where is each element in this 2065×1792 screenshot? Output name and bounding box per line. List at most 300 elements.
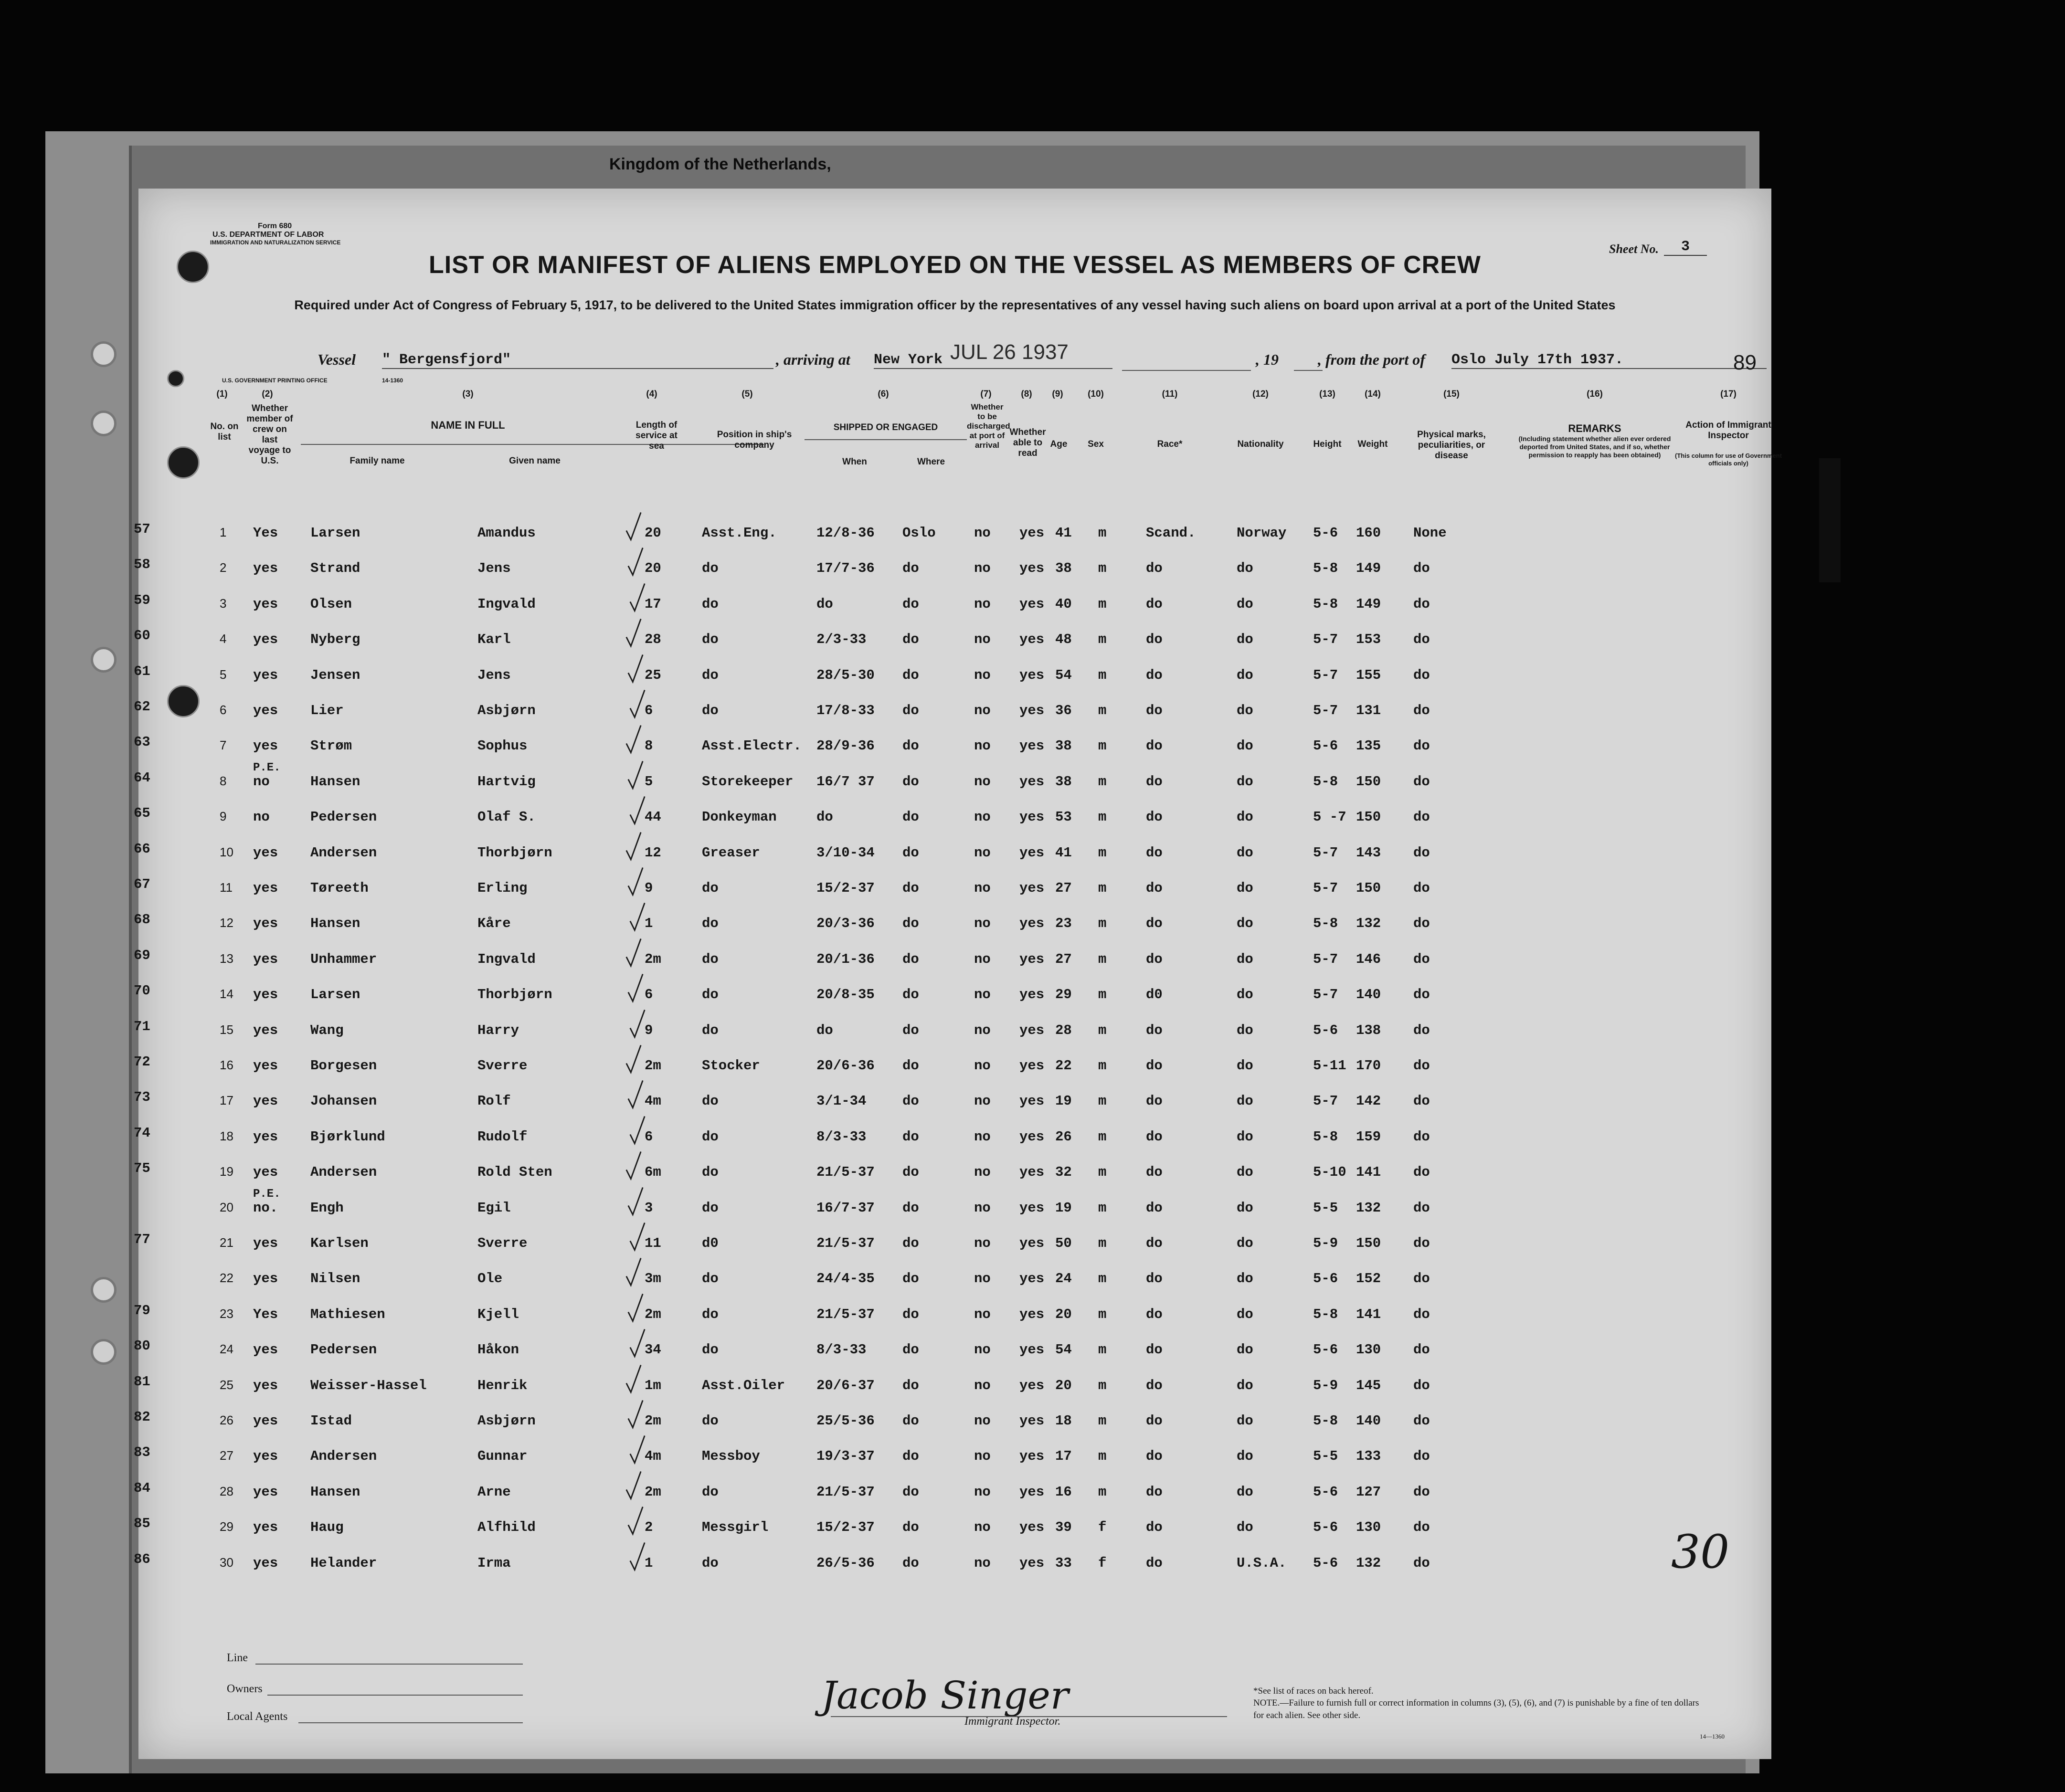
shipped-when: 28/9-36 <box>816 738 875 754</box>
height: 5-5 <box>1313 1200 1338 1216</box>
service-length: 1 <box>645 916 653 932</box>
shipped-when: 20/8-35 <box>816 987 875 1003</box>
col-num-15: (15) <box>1443 389 1460 399</box>
given-name: Arne <box>477 1484 511 1500</box>
shipped-where: do <box>902 1200 919 1216</box>
family-name: Mathiesen <box>310 1306 385 1322</box>
able-to-read: yes <box>1019 1484 1045 1500</box>
given-name: Rolf <box>477 1093 511 1109</box>
sheet-label: Sheet No. <box>1609 242 1659 256</box>
discharged: no <box>974 525 991 541</box>
nationality: do <box>1237 809 1253 825</box>
age: 48 <box>1055 632 1072 648</box>
binder-ring <box>91 1339 116 1365</box>
check-mark <box>626 759 645 792</box>
fine-note: NOTE.—Failure to furnish full or correct information in columns (3), (5), (6), and (7) is punishable by a fine of ten dollars for each alien. See other side. <box>1253 1698 1699 1720</box>
height: 5-7 <box>1313 667 1338 683</box>
sex: m <box>1098 1164 1107 1181</box>
col-header-given-name: Given name <box>509 456 561 466</box>
nationality: do <box>1237 632 1253 648</box>
line-field <box>255 1664 523 1665</box>
service-length: 1 <box>645 1555 653 1571</box>
nationality: do <box>1237 703 1253 718</box>
last-voyage-note: P.E. <box>253 761 281 774</box>
sex: m <box>1098 1235 1107 1251</box>
margin-number: 59 <box>134 592 150 608</box>
age: 40 <box>1055 596 1072 612</box>
check-mark <box>628 1220 646 1254</box>
physical-marks: do <box>1413 1413 1430 1429</box>
discharged: no <box>974 632 991 648</box>
check-mark <box>628 794 646 827</box>
col-num-17: (17) <box>1720 389 1737 399</box>
family-name: Borgesen <box>310 1058 377 1074</box>
col-num-7: (7) <box>980 389 992 399</box>
able-to-read: yes <box>1019 1306 1045 1322</box>
sex: m <box>1098 1342 1107 1358</box>
family-name: Haug <box>310 1519 344 1536</box>
shipped-when: 21/5-37 <box>816 1164 875 1181</box>
weight: 143 <box>1356 844 1381 861</box>
list-number: 26 <box>220 1413 233 1427</box>
able-to-read: yes <box>1019 773 1045 790</box>
local-agents-label: Local Agents <box>227 1710 288 1723</box>
nationality: Norway <box>1237 525 1287 541</box>
service-length: 6 <box>645 703 653 718</box>
weight: 152 <box>1356 1271 1381 1287</box>
position: do <box>702 1555 719 1571</box>
age: 27 <box>1055 951 1072 967</box>
check-mark <box>628 1327 646 1360</box>
col-header-inspector-action: Action of Immigrant Inspector <box>1685 420 1771 441</box>
last-voyage: no. <box>253 1200 278 1216</box>
list-number: 12 <box>220 916 233 930</box>
check-mark <box>625 510 643 543</box>
sex: m <box>1098 1058 1107 1074</box>
discharged: no <box>974 951 991 967</box>
family-name: Karlsen <box>310 1235 369 1251</box>
shipped-when: 20/6-37 <box>816 1377 875 1393</box>
physical-marks: do <box>1413 951 1430 967</box>
last-voyage: Yes <box>253 1306 278 1322</box>
weight: 149 <box>1356 596 1381 612</box>
physical-marks: do <box>1413 1093 1430 1109</box>
inspector-signature: Jacob Singer <box>821 1673 1069 1718</box>
sex: m <box>1098 880 1107 896</box>
last-voyage: yes <box>253 1235 278 1251</box>
last-voyage: yes <box>253 1448 278 1465</box>
check-mark <box>628 1433 646 1466</box>
age: 26 <box>1055 1128 1072 1145</box>
last-voyage: yes <box>253 1058 278 1074</box>
weight: 132 <box>1356 1200 1381 1216</box>
list-number: 23 <box>220 1306 233 1321</box>
height: 5-7 <box>1313 632 1338 648</box>
race: do <box>1146 1128 1163 1145</box>
race: do <box>1146 1448 1163 1465</box>
sex: m <box>1098 951 1107 967</box>
shipped-where: do <box>902 1413 919 1429</box>
weight: 140 <box>1356 1413 1381 1429</box>
check-mark <box>626 1504 645 1538</box>
able-to-read: yes <box>1019 1128 1045 1145</box>
discharged: no <box>974 1342 991 1358</box>
list-number: 6 <box>220 703 227 717</box>
list-number: 27 <box>220 1448 233 1463</box>
check-mark <box>625 1149 643 1182</box>
shipped-when: 20/6-36 <box>816 1058 875 1074</box>
nationality: do <box>1237 1342 1253 1358</box>
physical-marks: do <box>1413 773 1430 790</box>
shipped-where: do <box>902 1093 919 1109</box>
margin-number: 72 <box>134 1054 150 1070</box>
binder-ring <box>91 411 116 436</box>
nationality: do <box>1237 987 1253 1003</box>
sex: m <box>1098 703 1107 718</box>
col-num-16: (16) <box>1587 389 1603 399</box>
nationality: do <box>1237 1271 1253 1287</box>
from-port-label: , from the port of <box>1318 351 1425 368</box>
last-voyage: yes <box>253 1022 278 1038</box>
discharged: no <box>974 596 991 612</box>
shipped-when: 17/8-33 <box>816 703 875 718</box>
binder-ring <box>91 647 116 673</box>
age: 16 <box>1055 1484 1072 1500</box>
race: do <box>1146 1235 1163 1251</box>
name-header-line <box>301 444 764 445</box>
punch-hole <box>167 446 200 479</box>
margin-number: 69 <box>134 947 150 963</box>
departure-port: Oslo July 17th 1937. <box>1451 352 1767 369</box>
race: do <box>1146 1342 1163 1358</box>
check-mark <box>628 581 646 614</box>
able-to-read: yes <box>1019 738 1045 754</box>
position: Donkeyman <box>702 809 777 825</box>
family-name: Hansen <box>310 916 360 932</box>
given-name: Kjell <box>477 1306 519 1322</box>
age: 54 <box>1055 1342 1072 1358</box>
height: 5-6 <box>1313 1519 1338 1536</box>
discharged: no <box>974 844 991 861</box>
able-to-read: yes <box>1019 1200 1045 1216</box>
physical-marks: do <box>1413 632 1430 648</box>
form-title: LIST OR MANIFEST OF ALIENS EMPLOYED ON THE VESSEL AS MEMBERS OF CREW <box>429 251 1481 279</box>
list-number: 20 <box>220 1200 233 1214</box>
age: 32 <box>1055 1164 1072 1181</box>
shipped-when: do <box>816 1022 833 1038</box>
race: do <box>1146 809 1163 825</box>
family-name: Wang <box>310 1022 344 1038</box>
service-length: 4m <box>645 1448 661 1465</box>
height: 5-8 <box>1313 1128 1338 1145</box>
check-mark <box>628 1007 646 1041</box>
weight: 150 <box>1356 880 1381 896</box>
physical-marks: do <box>1413 916 1430 932</box>
age: 17 <box>1055 1448 1072 1465</box>
col-num-4: (4) <box>646 389 657 399</box>
weight: 130 <box>1356 1342 1381 1358</box>
physical-marks: do <box>1413 1200 1430 1216</box>
edge-mark <box>1819 458 1841 582</box>
race: do <box>1146 773 1163 790</box>
able-to-read: yes <box>1019 916 1045 932</box>
service-length: 28 <box>645 632 661 648</box>
sex: m <box>1098 1306 1107 1322</box>
physical-marks: do <box>1413 844 1430 861</box>
last-voyage-note: P.E. <box>253 1187 281 1201</box>
weight: 127 <box>1356 1484 1381 1500</box>
discharged: no <box>974 916 991 932</box>
position: do <box>702 596 719 612</box>
family-name: Tøreeth <box>310 880 369 896</box>
col-num-12: (12) <box>1252 389 1269 399</box>
check-mark <box>625 1469 643 1502</box>
margin-number: 66 <box>134 841 150 857</box>
service-length: 17 <box>645 596 661 612</box>
family-name: Nyberg <box>310 632 360 648</box>
margin-number: 79 <box>134 1302 150 1318</box>
nationality: do <box>1237 1519 1253 1536</box>
margin-number: 86 <box>134 1551 150 1567</box>
service-length: 2m <box>645 1306 661 1322</box>
col-header-service: Length of service at sea <box>635 420 678 451</box>
height: 5-6 <box>1313 1342 1338 1358</box>
shipped-where: do <box>902 1484 919 1500</box>
nationality: do <box>1237 773 1253 790</box>
margin-number: 57 <box>134 521 150 537</box>
given-name: Ingvald <box>477 596 536 612</box>
col-num-8: (8) <box>1021 389 1032 399</box>
family-name: Engh <box>310 1200 344 1216</box>
family-name: Larsen <box>310 987 360 1003</box>
check-mark <box>625 1043 643 1076</box>
col-num-6: (6) <box>878 389 889 399</box>
check-mark <box>626 1185 645 1218</box>
arriving-label: , arriving at <box>776 351 850 368</box>
shipped-where: do <box>902 1377 919 1393</box>
discharged: no <box>974 1555 991 1571</box>
last-voyage: yes <box>253 951 278 967</box>
race: do <box>1146 1306 1163 1322</box>
nationality: do <box>1237 1484 1253 1500</box>
weight: 155 <box>1356 667 1381 683</box>
physical-marks: do <box>1413 1555 1430 1571</box>
discharged: no <box>974 1306 991 1322</box>
able-to-read: yes <box>1019 809 1045 825</box>
discharged: no <box>974 809 991 825</box>
height: 5-8 <box>1313 1413 1338 1429</box>
list-number: 19 <box>220 1164 233 1179</box>
margin-number: 85 <box>134 1516 150 1532</box>
service-length: 34 <box>645 1342 661 1358</box>
discharged: no <box>974 987 991 1003</box>
given-name: Sophus <box>477 738 528 754</box>
physical-marks: do <box>1413 1235 1430 1251</box>
age: 20 <box>1055 1306 1072 1322</box>
position: do <box>702 1271 719 1287</box>
given-name: Ole <box>477 1271 503 1287</box>
discharged: no <box>974 1484 991 1500</box>
shipped-where: do <box>902 738 919 754</box>
sheet-number: 3 <box>1664 239 1707 256</box>
last-voyage: yes <box>253 1555 278 1571</box>
discharged: no <box>974 773 991 790</box>
weight: 145 <box>1356 1377 1381 1393</box>
weight: 146 <box>1356 951 1381 967</box>
list-number: 15 <box>220 1022 233 1037</box>
check-mark <box>625 1362 643 1396</box>
age: 38 <box>1055 738 1072 754</box>
sex: m <box>1098 632 1107 648</box>
form-id: Form 680 <box>258 222 292 230</box>
margin-number: 64 <box>134 770 150 786</box>
check-mark <box>626 1398 645 1431</box>
shipped-where: do <box>902 1235 919 1251</box>
last-voyage: yes <box>253 1484 278 1500</box>
list-number: 2 <box>220 560 227 575</box>
position: do <box>702 560 719 577</box>
margin-number: 84 <box>134 1480 150 1496</box>
shipped-where: do <box>902 1164 919 1181</box>
last-voyage: yes <box>253 880 278 896</box>
nationality: do <box>1237 1022 1253 1038</box>
height: 5-6 <box>1313 1484 1338 1500</box>
last-voyage: yes <box>253 1519 278 1536</box>
list-number: 5 <box>220 667 227 682</box>
race: do <box>1146 844 1163 861</box>
col-num-3: (3) <box>462 389 474 399</box>
race: do <box>1146 1519 1163 1536</box>
list-number: 8 <box>220 773 227 788</box>
able-to-read: yes <box>1019 1342 1045 1358</box>
race: do <box>1146 1413 1163 1429</box>
discharged: no <box>974 703 991 718</box>
margin-number: 82 <box>134 1409 150 1425</box>
weight: 170 <box>1356 1058 1381 1074</box>
height: 5-6 <box>1313 1271 1338 1287</box>
form-subtitle: Required under Act of Congress of February 5, 1917, to be delivered to the United States immigration officer by the representatives of any vessel having such aliens on board upon arrival at a port of the United States <box>294 298 1616 312</box>
tally-mark: 30 <box>1671 1525 1730 1579</box>
list-number: 21 <box>220 1235 233 1250</box>
list-number: 18 <box>220 1128 233 1143</box>
last-voyage: yes <box>253 560 278 577</box>
shipped-when: 15/2-37 <box>816 880 875 896</box>
date-line <box>1122 370 1251 371</box>
sex: m <box>1098 809 1107 825</box>
family-name: Jensen <box>310 667 360 683</box>
binder-ring <box>91 1277 116 1303</box>
service-length: 6 <box>645 1128 653 1145</box>
shipped-where: do <box>902 1519 919 1536</box>
height: 5-7 <box>1313 844 1338 861</box>
able-to-read: yes <box>1019 951 1045 967</box>
age: 33 <box>1055 1555 1072 1571</box>
age: 23 <box>1055 916 1072 932</box>
service-length: 6 <box>645 987 653 1003</box>
race: do <box>1146 596 1163 612</box>
last-voyage: yes <box>253 1377 278 1393</box>
sex: m <box>1098 844 1107 861</box>
col-num-1: (1) <box>216 389 228 399</box>
height: 5-8 <box>1313 596 1338 612</box>
sex: m <box>1098 1271 1107 1287</box>
col-header-name: NAME IN FULL <box>431 419 505 431</box>
nationality: do <box>1237 1377 1253 1393</box>
vessel-label: Vessel <box>318 351 356 368</box>
race: d0 <box>1146 987 1163 1003</box>
nationality: do <box>1237 1058 1253 1074</box>
list-number: 1 <box>220 525 227 539</box>
position: do <box>702 1093 719 1109</box>
able-to-read: yes <box>1019 987 1045 1003</box>
discharged: no <box>974 560 991 577</box>
col-header-inspector-note: (This column for use of Government officials only) <box>1675 452 1782 467</box>
shipped-when: 16/7 37 <box>816 773 875 790</box>
age: 27 <box>1055 880 1072 896</box>
able-to-read: yes <box>1019 1555 1045 1571</box>
shipped-when: 16/7-37 <box>816 1200 875 1216</box>
back-sheet-title: Kingdom of the Netherlands, <box>609 155 831 173</box>
list-number: 17 <box>220 1093 233 1108</box>
shipped-where: do <box>902 632 919 648</box>
given-name: Rold Sten <box>477 1164 552 1181</box>
discharged: no <box>974 1093 991 1109</box>
col-header-remarks: REMARKS <box>1568 422 1621 434</box>
race: do <box>1146 880 1163 896</box>
list-number: 14 <box>220 987 233 1001</box>
race: do <box>1146 1164 1163 1181</box>
nationality: do <box>1237 951 1253 967</box>
age: 19 <box>1055 1200 1072 1216</box>
shipped-where: do <box>902 1271 919 1287</box>
position: Asst.Eng. <box>702 525 777 541</box>
physical-marks: do <box>1413 667 1430 683</box>
punch-hole <box>167 685 200 717</box>
shipped-where: do <box>902 1128 919 1145</box>
height: 5-7 <box>1313 1093 1338 1109</box>
margin-number: 65 <box>134 805 150 822</box>
col-header-read: Whether able to read <box>1009 427 1046 458</box>
shipped-where: do <box>902 809 919 825</box>
check-mark <box>626 971 645 1005</box>
nationality: do <box>1237 1164 1253 1181</box>
col-num-14: (14) <box>1365 389 1381 399</box>
col-header-when: When <box>842 457 867 467</box>
shipped-where: do <box>902 1555 919 1571</box>
service-length: 1m <box>645 1377 661 1393</box>
physical-marks: do <box>1413 560 1430 577</box>
given-name: Alfhild <box>477 1519 536 1536</box>
height: 5-7 <box>1313 951 1338 967</box>
height: 5-6 <box>1313 525 1338 541</box>
race: do <box>1146 738 1163 754</box>
family-name: Strand <box>310 560 360 577</box>
age: 50 <box>1055 1235 1072 1251</box>
given-name: Hartvig <box>477 773 536 790</box>
local-agents-field <box>298 1722 523 1723</box>
printing-code: 14-1360 <box>382 377 403 384</box>
given-name: Irma <box>477 1555 511 1571</box>
physical-marks: do <box>1413 738 1430 754</box>
service-length: 3m <box>645 1271 661 1287</box>
service-length: 2m <box>645 1413 661 1429</box>
col-num-11: (11) <box>1162 389 1178 399</box>
last-voyage: yes <box>253 667 278 683</box>
height: 5-10 <box>1313 1164 1346 1181</box>
check-mark <box>628 900 646 934</box>
height: 5-7 <box>1313 703 1338 718</box>
physical-marks: do <box>1413 1128 1430 1145</box>
